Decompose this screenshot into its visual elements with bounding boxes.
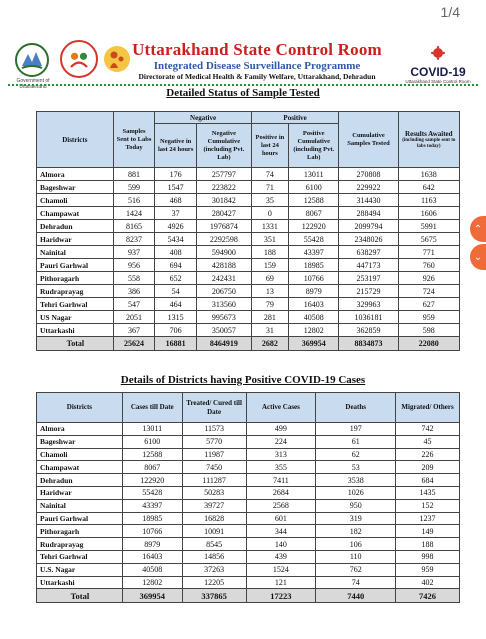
sample-status-table — [36, 111, 460, 351]
table-row — [37, 550, 460, 563]
value-cell: 638297 — [339, 246, 398, 259]
table-row — [37, 448, 460, 461]
value-cell: 40508 — [122, 563, 182, 576]
value-cell: 2292598 — [196, 233, 251, 246]
page-counter: 1/4 — [440, 4, 460, 20]
district-cell: Pauri Garhwal — [37, 259, 114, 272]
value-cell: 13 — [251, 285, 288, 298]
table-row — [37, 525, 460, 538]
value-cell: 110 — [316, 550, 396, 563]
covid-logo-word: COVID-19 — [410, 65, 466, 79]
district-cell: Total — [37, 589, 123, 603]
district-cell: US Nagar — [37, 311, 114, 324]
scroll-down-button[interactable] — [470, 244, 486, 270]
value-cell: 684 — [396, 474, 460, 487]
value-cell: 995673 — [196, 311, 251, 324]
value-cell: 257797 — [196, 168, 251, 181]
value-cell: 367 — [113, 324, 155, 337]
value-cell: 2051 — [113, 311, 155, 324]
value-cell: 1606 — [398, 207, 459, 220]
mother-child-logo-icon — [102, 44, 132, 74]
value-cell: 369954 — [289, 337, 339, 351]
col-header: Cases till Date — [122, 393, 182, 423]
value-cell: 313 — [246, 448, 316, 461]
header-title-block — [132, 40, 382, 81]
positive-details-title: Details of Districts having Positive COVID-19 Cases — [120, 374, 366, 386]
header-divider — [8, 84, 478, 86]
value-cell: 12205 — [182, 576, 246, 589]
table-row — [37, 246, 460, 259]
district-cell: Tehri Garhwal — [37, 298, 114, 311]
value-cell: 950 — [316, 499, 396, 512]
total-row — [37, 337, 460, 351]
col-header-districts: Districts — [37, 112, 114, 168]
district-cell: Nainital — [37, 499, 123, 512]
value-cell: 428188 — [196, 259, 251, 272]
district-cell: Rudraprayag — [37, 538, 123, 551]
value-cell: 762 — [316, 563, 396, 576]
value-cell: 8067 — [122, 461, 182, 474]
value-cell: 8464919 — [196, 337, 251, 351]
district-cell: Dehradun — [37, 474, 123, 487]
district-cell: Uttarkashi — [37, 324, 114, 337]
value-cell: 106 — [316, 538, 396, 551]
value-cell: 8067 — [289, 207, 339, 220]
value-cell: 37 — [155, 207, 197, 220]
col-header-negative-24h: Negative in last 24 hours — [155, 124, 197, 168]
value-cell: 362859 — [339, 324, 398, 337]
value-cell: 229922 — [339, 181, 398, 194]
value-cell: 642 — [398, 181, 459, 194]
value-cell: 18985 — [289, 259, 339, 272]
results-awaited-label: Results Awaited — [405, 129, 453, 138]
value-cell: 206750 — [196, 285, 251, 298]
value-cell: 16403 — [289, 298, 339, 311]
value-cell: 386 — [113, 285, 155, 298]
value-cell: 11573 — [182, 423, 246, 436]
col-header-negative-cumulative: Negative Cumulative (including Pvt. Lab) — [196, 124, 251, 168]
value-cell: 408 — [155, 246, 197, 259]
district-cell: Chamoli — [37, 194, 114, 207]
value-cell: 111287 — [182, 474, 246, 487]
document-header — [0, 38, 486, 88]
value-cell: 40508 — [289, 311, 339, 324]
value-cell: 599 — [113, 181, 155, 194]
table-row — [37, 259, 460, 272]
value-cell: 402 — [396, 576, 460, 589]
district-cell: Bageshwar — [37, 181, 114, 194]
district-cell: Bageshwar — [37, 435, 123, 448]
table-row — [37, 207, 460, 220]
district-cell: Haridwar — [37, 486, 123, 499]
value-cell: 10766 — [122, 525, 182, 538]
value-cell: 1237 — [396, 512, 460, 525]
value-cell: 314430 — [339, 194, 398, 207]
value-cell: 1638 — [398, 168, 459, 181]
value-cell: 13011 — [289, 168, 339, 181]
value-cell: 10091 — [182, 525, 246, 538]
value-cell: 39727 — [182, 499, 246, 512]
value-cell: 344 — [246, 525, 316, 538]
covid-logo — [398, 46, 478, 84]
value-cell: 5434 — [155, 233, 197, 246]
value-cell: 37263 — [182, 563, 246, 576]
district-cell: Tehri Garhwal — [37, 550, 123, 563]
value-cell: 176 — [155, 168, 197, 181]
value-cell: 149 — [396, 525, 460, 538]
value-cell: 62 — [316, 448, 396, 461]
value-cell: 215729 — [339, 285, 398, 298]
value-cell: 1315 — [155, 311, 197, 324]
value-cell: 8165 — [113, 220, 155, 233]
value-cell: 12588 — [122, 448, 182, 461]
value-cell: 53 — [316, 461, 396, 474]
chevron-up-icon: ⌃ — [473, 223, 483, 235]
value-cell: 337865 — [182, 589, 246, 603]
value-cell: 25624 — [113, 337, 155, 351]
value-cell: 464 — [155, 298, 197, 311]
table-row — [37, 168, 460, 181]
value-cell: 5675 — [398, 233, 459, 246]
value-cell: 350057 — [196, 324, 251, 337]
value-cell: 2684 — [246, 486, 316, 499]
value-cell: 55428 — [122, 486, 182, 499]
value-cell: 594900 — [196, 246, 251, 259]
district-cell: Pithoragarh — [37, 525, 123, 538]
district-cell: Pauri Garhwal — [37, 512, 123, 525]
sample-status-title: Detailed Status of Sample Tested — [166, 87, 320, 99]
value-cell: 12588 — [289, 194, 339, 207]
table-row — [37, 181, 460, 194]
value-cell: 121 — [246, 576, 316, 589]
table-row — [37, 272, 460, 285]
value-cell: 5770 — [182, 435, 246, 448]
table-row — [37, 298, 460, 311]
value-cell: 724 — [398, 285, 459, 298]
value-cell: 1036181 — [339, 311, 398, 324]
col-header: Treated/ Cured till Date — [182, 393, 246, 423]
value-cell: 50283 — [182, 486, 246, 499]
value-cell: 355 — [246, 461, 316, 474]
value-cell: 16828 — [182, 512, 246, 525]
value-cell: 329963 — [339, 298, 398, 311]
page-subtitle: Integrated Disease Surveillance Programme — [153, 60, 361, 72]
value-cell: 16881 — [155, 337, 197, 351]
value-cell: 1547 — [155, 181, 197, 194]
value-cell: 2568 — [246, 499, 316, 512]
table-row — [37, 233, 460, 246]
table-row — [37, 512, 460, 525]
value-cell: 5991 — [398, 220, 459, 233]
value-cell: 547 — [113, 298, 155, 311]
value-cell: 7411 — [246, 474, 316, 487]
district-cell: Total — [37, 337, 114, 351]
value-cell: 281 — [251, 311, 288, 324]
value-cell: 14856 — [182, 550, 246, 563]
scroll-up-button[interactable] — [470, 216, 486, 242]
value-cell: 159 — [251, 259, 288, 272]
table-row — [37, 486, 460, 499]
value-cell: 16403 — [122, 550, 182, 563]
value-cell: 937 — [113, 246, 155, 259]
value-cell: 598 — [398, 324, 459, 337]
col-header: Migrated/ Others — [396, 393, 460, 423]
table-row — [37, 220, 460, 233]
value-cell: 7440 — [316, 589, 396, 603]
value-cell: 6100 — [122, 435, 182, 448]
value-cell: 1435 — [396, 486, 460, 499]
district-cell: U.S. Nagar — [37, 563, 123, 576]
value-cell: 224 — [246, 435, 316, 448]
table-row — [37, 311, 460, 324]
col-group-negative: Negative — [155, 112, 251, 124]
value-cell: 1524 — [246, 563, 316, 576]
value-cell: 3538 — [316, 474, 396, 487]
col-header-positive-cumulative: Positive Cumulative (including Pvt. Lab) — [289, 124, 339, 168]
value-cell: 35 — [251, 194, 288, 207]
value-cell: 13011 — [122, 423, 182, 436]
district-cell: Champawat — [37, 461, 123, 474]
table-row — [37, 563, 460, 576]
value-cell: 1424 — [113, 207, 155, 220]
positive-cases-table — [36, 392, 460, 603]
value-cell: 253197 — [339, 272, 398, 285]
value-cell: 79 — [251, 298, 288, 311]
govt-logo-text: Government of Uttarakhand — [16, 78, 50, 90]
value-cell: 71 — [251, 181, 288, 194]
value-cell: 7426 — [396, 589, 460, 603]
value-cell: 956 — [113, 259, 155, 272]
value-cell: 6100 — [289, 181, 339, 194]
value-cell: 74 — [251, 168, 288, 181]
value-cell: 2099794 — [339, 220, 398, 233]
value-cell: 627 — [398, 298, 459, 311]
value-cell: 54 — [155, 285, 197, 298]
value-cell: 1976874 — [196, 220, 251, 233]
value-cell: 8545 — [182, 538, 246, 551]
value-cell: 242431 — [196, 272, 251, 285]
value-cell: 43397 — [122, 499, 182, 512]
value-cell: 447173 — [339, 259, 398, 272]
table-row — [37, 499, 460, 512]
district-cell: Pithoragarh — [37, 272, 114, 285]
table-row — [37, 194, 460, 207]
virus-icon — [428, 46, 448, 60]
value-cell: 69 — [251, 272, 288, 285]
value-cell: 369954 — [122, 589, 182, 603]
nhm-logo-icon — [60, 40, 98, 78]
value-cell: 706 — [155, 324, 197, 337]
value-cell: 439 — [246, 550, 316, 563]
value-cell: 17223 — [246, 589, 316, 603]
col-group-positive: Positive — [251, 112, 339, 124]
table-row — [37, 324, 460, 337]
value-cell: 8979 — [122, 538, 182, 551]
district-cell: Nainital — [37, 246, 114, 259]
value-cell: 55428 — [289, 233, 339, 246]
district-cell: Dehradun — [37, 220, 114, 233]
value-cell: 11987 — [182, 448, 246, 461]
value-cell: 182 — [316, 525, 396, 538]
value-cell: 280427 — [196, 207, 251, 220]
value-cell: 760 — [398, 259, 459, 272]
covid-logo-subtext: Uttarakhand State Control Room — [405, 79, 471, 84]
value-cell: 8834873 — [339, 337, 398, 351]
table-row — [37, 474, 460, 487]
value-cell: 694 — [155, 259, 197, 272]
table-row — [37, 461, 460, 474]
value-cell: 959 — [396, 563, 460, 576]
value-cell: 959 — [398, 311, 459, 324]
results-awaited-note: (including sample sent to labs today) — [402, 137, 456, 149]
value-cell: 10766 — [289, 272, 339, 285]
value-cell: 926 — [398, 272, 459, 285]
value-cell: 74 — [316, 576, 396, 589]
col-header-samples-sent: Samples Sent to Labs Today — [113, 112, 155, 168]
table-row — [37, 435, 460, 448]
value-cell: 2348026 — [339, 233, 398, 246]
value-cell: 226 — [396, 448, 460, 461]
value-cell: 188 — [396, 538, 460, 551]
total-row — [37, 589, 460, 603]
value-cell: 7450 — [182, 461, 246, 474]
value-cell: 601 — [246, 512, 316, 525]
value-cell: 499 — [246, 423, 316, 436]
value-cell: 881 — [113, 168, 155, 181]
value-cell: 45 — [396, 435, 460, 448]
value-cell: 998 — [396, 550, 460, 563]
value-cell: 140 — [246, 538, 316, 551]
value-cell: 31 — [251, 324, 288, 337]
col-header-results-awaited — [398, 112, 459, 168]
value-cell: 0 — [251, 207, 288, 220]
col-header-cumulative-tested: Cumulative Samples Tested — [339, 112, 398, 168]
district-cell: Almora — [37, 423, 123, 436]
value-cell: 771 — [398, 246, 459, 259]
value-cell: 197 — [316, 423, 396, 436]
value-cell: 188 — [251, 246, 288, 259]
value-cell: 12802 — [289, 324, 339, 337]
value-cell: 122920 — [289, 220, 339, 233]
value-cell: 8237 — [113, 233, 155, 246]
page-title: Uttarakhand State Control Room — [132, 40, 382, 59]
table-row — [37, 285, 460, 298]
value-cell: 652 — [155, 272, 197, 285]
district-cell: Haridwar — [37, 233, 114, 246]
value-cell: 351 — [251, 233, 288, 246]
value-cell: 18985 — [122, 512, 182, 525]
value-cell: 43397 — [289, 246, 339, 259]
district-cell: Uttarkashi — [37, 576, 123, 589]
value-cell: 12802 — [122, 576, 182, 589]
value-cell: 1026 — [316, 486, 396, 499]
value-cell: 209 — [396, 461, 460, 474]
directorate-line: Directorate of Medical Health & Family Welfare, Uttarakhand, Dehradun — [138, 72, 376, 81]
value-cell: 468 — [155, 194, 197, 207]
district-cell: Chamoli — [37, 448, 123, 461]
value-cell: 1163 — [398, 194, 459, 207]
uttarakhand-emblem-icon — [14, 42, 50, 78]
col-header-positive-24h: Positive in last 24 hours — [251, 124, 288, 168]
district-cell: Champawat — [37, 207, 114, 220]
value-cell: 223822 — [196, 181, 251, 194]
value-cell: 742 — [396, 423, 460, 436]
value-cell: 270808 — [339, 168, 398, 181]
value-cell: 288494 — [339, 207, 398, 220]
col-header: Deaths — [316, 393, 396, 423]
col-header: Districts — [37, 393, 123, 423]
table-row — [37, 423, 460, 436]
value-cell: 2682 — [251, 337, 288, 351]
district-cell: Rudraprayag — [37, 285, 114, 298]
value-cell: 122920 — [122, 474, 182, 487]
value-cell: 61 — [316, 435, 396, 448]
district-cell: Almora — [37, 168, 114, 181]
value-cell: 8979 — [289, 285, 339, 298]
value-cell: 313560 — [196, 298, 251, 311]
value-cell: 319 — [316, 512, 396, 525]
value-cell: 4926 — [155, 220, 197, 233]
value-cell: 558 — [113, 272, 155, 285]
value-cell: 152 — [396, 499, 460, 512]
table-row — [37, 576, 460, 589]
table-row — [37, 538, 460, 551]
value-cell: 516 — [113, 194, 155, 207]
value-cell: 22080 — [398, 337, 459, 351]
value-cell: 301842 — [196, 194, 251, 207]
chevron-down-icon: ⌄ — [473, 251, 483, 263]
value-cell: 1331 — [251, 220, 288, 233]
col-header: Active Cases — [246, 393, 316, 423]
